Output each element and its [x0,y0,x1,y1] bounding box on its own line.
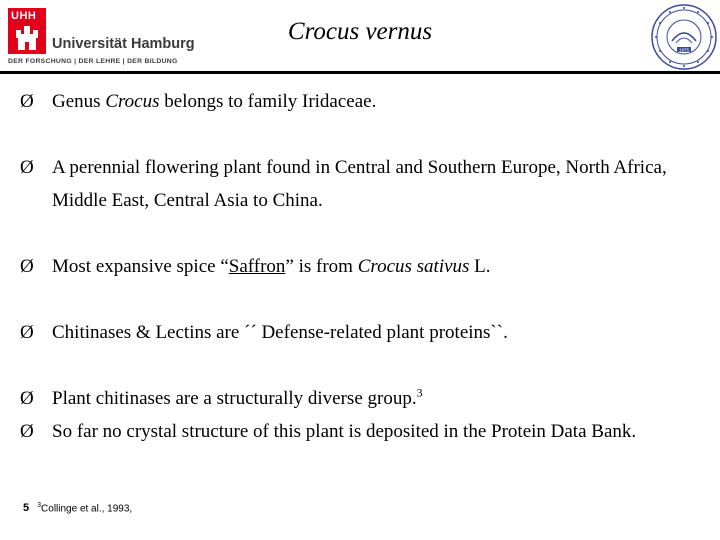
bullet-text-part: L. [469,256,491,277]
slide-title: Crocus vernus [287,18,433,45]
slide-footer [23,502,132,514]
species-name: Crocus sativus [357,256,470,277]
university-name: Universität Hamburg [52,36,195,52]
citation-marker: 3 [37,502,42,509]
citation [37,502,132,514]
bullet-text-part: ” is from [285,256,358,277]
bullet-item [20,250,700,283]
reference-marker: 3 [416,385,423,400]
bullet-arrow-icon: Ø [20,91,34,112]
header-divider [0,71,720,74]
bullet-text: A perennial flowering plant found in Central and Southern Europe, North Africa, Middle East, Central Asia to China. [52,157,667,211]
bullet-text-part: Most expansive spice “ [52,256,229,277]
bullet-text-part: belongs to family Iridaceae. [159,91,377,112]
bullet-text-part: Plant chitinases are a structurally diverse group. [52,388,417,409]
bullet-arrow-icon: Ø [20,157,34,178]
bullet-text [52,250,700,283]
bullet-text [52,85,700,118]
bullet-arrow-icon: Ø [20,421,34,442]
bullet-arrow-icon: Ø [20,256,34,277]
bullet-text [52,382,700,415]
uhh-mark-text: UHH [11,10,37,22]
bullet-item [20,151,700,217]
bullet-arrow-icon: Ø [20,322,34,343]
bullet-item [20,415,700,448]
university-tagline: DER FORSCHUNG | DER LEHRE | DER BILDUNG [8,58,178,65]
genus-name: Crocus [105,91,160,112]
bullet-item [20,85,700,118]
bullet-text-part: Genus [52,91,106,112]
bullet-arrow-icon: Ø [20,388,34,409]
saffron-term: Saffron [228,256,286,277]
bullet-text: Chitinases & Lectins are ´´ Defense-related plant proteins``. [52,322,508,343]
bullet-text: So far no crystal structure of this plant is deposited in the Protein Data Bank. [52,421,637,442]
university-seal-icon [650,3,718,71]
page-number: 5 [23,502,30,515]
bullet-item [20,382,700,415]
citation-text: Collinge et al., 1993, [41,503,133,515]
bullet-item [20,316,700,349]
seal-year: 1975 [678,47,690,53]
